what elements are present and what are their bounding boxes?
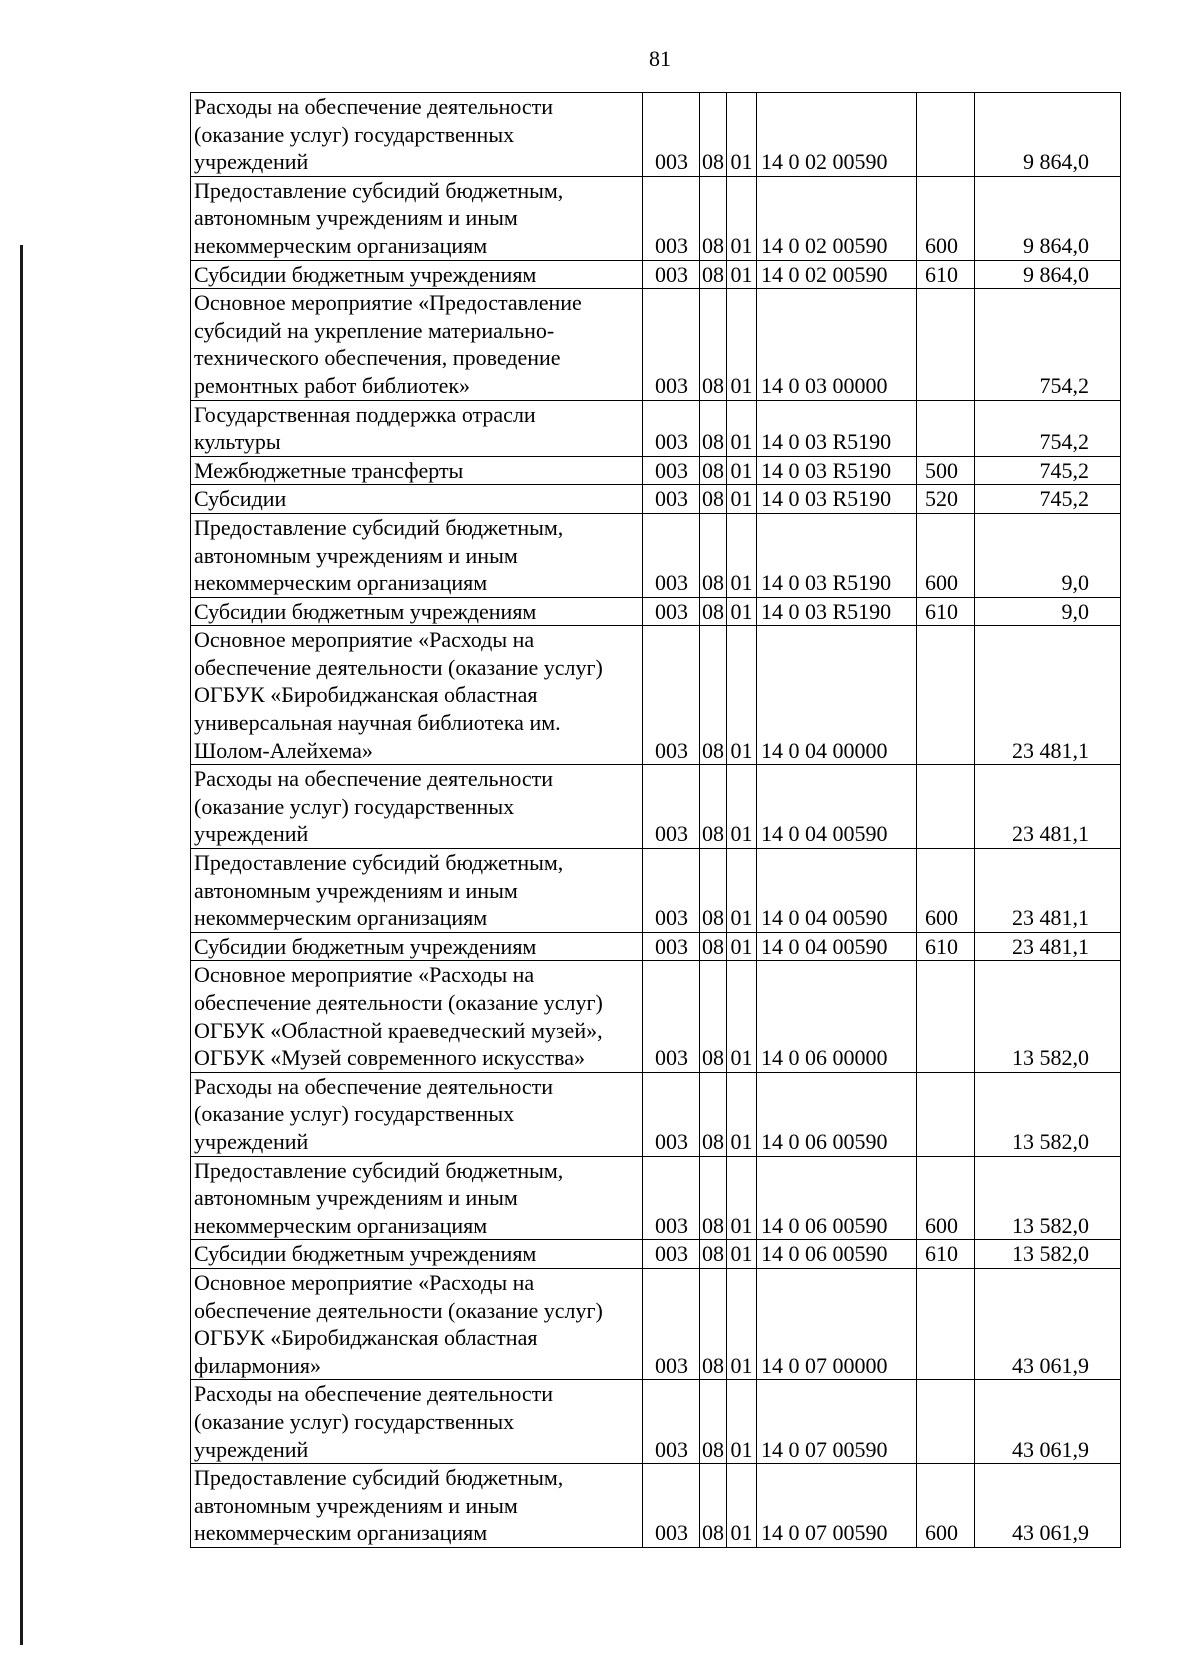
item-name-line: учреждений <box>194 821 309 847</box>
section-code-cell: 08 <box>700 597 727 626</box>
item-name-cell <box>191 932 643 961</box>
item-name-cell <box>191 456 643 485</box>
item-name-line: филармония» <box>194 1352 322 1378</box>
item-name-line: субсидий на укрепление материально- <box>194 317 555 343</box>
dept-code-cell: 003 <box>643 260 700 289</box>
item-name-line: (оказание услуг) государственных <box>194 793 515 819</box>
table-row <box>191 400 1121 456</box>
item-name-line: Предоставление субсидий бюджетным, <box>194 1157 564 1183</box>
amount-cell: 745,2 <box>975 485 1121 514</box>
item-name-cell <box>191 765 643 849</box>
item-name-line: Межбюджетные трансферты <box>194 457 464 483</box>
item-name-line: Основное мероприятие «Расходы на <box>194 962 535 988</box>
expense-type-cell: 610 <box>917 932 975 961</box>
subsection-code-cell: 01 <box>727 1464 757 1548</box>
dept-code-cell: 003 <box>643 456 700 485</box>
dept-code-cell: 003 <box>643 1072 700 1156</box>
expense-type-cell: 610 <box>917 260 975 289</box>
section-code-cell: 08 <box>700 961 727 1072</box>
expense-type-cell: 520 <box>917 485 975 514</box>
table-row <box>191 1268 1121 1379</box>
item-name-cell <box>191 1268 643 1379</box>
expense-type-cell <box>917 626 975 765</box>
table-row <box>191 597 1121 626</box>
table-row <box>191 456 1121 485</box>
item-name-line: ремонтных работ библиотек» <box>194 372 471 398</box>
target-article-cell: 14 0 07 00000 <box>757 1268 917 1379</box>
item-name-cell <box>191 289 643 400</box>
target-article-cell: 14 0 04 00590 <box>757 849 917 933</box>
item-name-cell <box>191 1240 643 1269</box>
section-code-cell: 08 <box>700 849 727 933</box>
amount-cell: 43 061,9 <box>975 1380 1121 1464</box>
dept-code-cell: 003 <box>643 597 700 626</box>
budget-table-body <box>191 93 1121 1548</box>
section-code-cell: 08 <box>700 485 727 514</box>
expense-type-cell: 600 <box>917 849 975 933</box>
item-name-line: некоммерческим организациям <box>194 905 488 931</box>
table-row <box>191 289 1121 400</box>
target-article-cell: 14 0 04 00000 <box>757 626 917 765</box>
table-row <box>191 260 1121 289</box>
item-name-line: автономным учреждениям и иным <box>194 205 518 231</box>
item-name-line: автономным учреждениям и иным <box>194 542 518 568</box>
subsection-code-cell: 01 <box>727 849 757 933</box>
target-article-cell: 14 0 03 R5190 <box>757 513 917 597</box>
target-article-cell: 14 0 06 00590 <box>757 1156 917 1240</box>
section-code-cell: 08 <box>700 176 727 260</box>
table-row <box>191 176 1121 260</box>
section-code-cell: 08 <box>700 765 727 849</box>
table-row <box>191 932 1121 961</box>
section-code-cell: 08 <box>700 513 727 597</box>
target-article-cell: 14 0 07 00590 <box>757 1464 917 1548</box>
expense-type-cell <box>917 765 975 849</box>
item-name-line: Расходы на обеспечение деятельности <box>194 94 554 119</box>
table-row <box>191 485 1121 514</box>
target-article-cell: 14 0 04 00590 <box>757 932 917 961</box>
table-row <box>191 1240 1121 1269</box>
item-name-cell <box>191 260 643 289</box>
dept-code-cell: 003 <box>643 961 700 1072</box>
expense-type-cell <box>917 1268 975 1379</box>
subsection-code-cell: 01 <box>727 765 757 849</box>
amount-cell: 13 582,0 <box>975 1072 1121 1156</box>
amount-cell: 23 481,1 <box>975 765 1121 849</box>
item-name-line: Расходы на обеспечение деятельности <box>194 766 554 792</box>
item-name-line: ОГБУК «Биробиджанская областная <box>194 682 538 708</box>
dept-code-cell: 003 <box>643 932 700 961</box>
subsection-code-cell: 01 <box>727 176 757 260</box>
expense-type-cell: 610 <box>917 597 975 626</box>
expense-type-cell <box>917 1072 975 1156</box>
dept-code-cell: 003 <box>643 485 700 514</box>
subsection-code-cell: 01 <box>727 961 757 1072</box>
item-name-line: Основное мероприятие «Расходы на <box>194 1269 535 1295</box>
item-name-cell <box>191 93 643 177</box>
target-article-cell: 14 0 02 00590 <box>757 176 917 260</box>
amount-cell: 745,2 <box>975 456 1121 485</box>
item-name-line: автономным учреждениям и иным <box>194 877 518 903</box>
item-name-line: ОГБУК «Биробиджанская областная <box>194 1325 538 1351</box>
item-name-line: Субсидии бюджетным учреждениям <box>194 598 537 624</box>
item-name-line: Основное мероприятие «Предоставление <box>194 290 582 316</box>
target-article-cell: 14 0 04 00590 <box>757 765 917 849</box>
expense-type-cell: 500 <box>917 456 975 485</box>
subsection-code-cell: 01 <box>727 597 757 626</box>
item-name-line: культуры <box>194 429 281 455</box>
target-article-cell: 14 0 03 R5190 <box>757 456 917 485</box>
subsection-code-cell: 01 <box>727 400 757 456</box>
section-code-cell: 08 <box>700 1268 727 1379</box>
item-name-line: Расходы на обеспечение деятельности <box>194 1381 554 1407</box>
table-row <box>191 626 1121 765</box>
expense-type-cell: 600 <box>917 513 975 597</box>
subsection-code-cell: 01 <box>727 1240 757 1269</box>
item-name-line: Субсидии бюджетным учреждениям <box>194 1241 537 1267</box>
item-name-line: учреждений <box>194 1436 309 1462</box>
dept-code-cell: 003 <box>643 176 700 260</box>
amount-cell: 23 481,1 <box>975 932 1121 961</box>
amount-cell: 13 582,0 <box>975 961 1121 1072</box>
item-name-cell <box>191 626 643 765</box>
item-name-line: Предоставление субсидий бюджетным, <box>194 850 564 876</box>
table-row <box>191 961 1121 1072</box>
item-name-line: Предоставление субсидий бюджетным, <box>194 514 564 540</box>
expense-type-cell: 600 <box>917 176 975 260</box>
section-code-cell: 08 <box>700 932 727 961</box>
expense-type-cell <box>917 93 975 177</box>
table-row <box>191 849 1121 933</box>
target-article-cell: 14 0 06 00590 <box>757 1240 917 1269</box>
amount-cell: 9 864,0 <box>975 93 1121 177</box>
amount-cell: 43 061,9 <box>975 1268 1121 1379</box>
item-name-line: Предоставление субсидий бюджетным, <box>194 177 564 203</box>
section-code-cell: 08 <box>700 1240 727 1269</box>
item-name-cell <box>191 849 643 933</box>
target-article-cell: 14 0 07 00590 <box>757 1380 917 1464</box>
item-name-cell <box>191 1072 643 1156</box>
item-name-line: Субсидии бюджетным учреждениям <box>194 261 537 287</box>
amount-cell: 9,0 <box>975 597 1121 626</box>
item-name-cell <box>191 1464 643 1548</box>
item-name-line: технического обеспечения, проведение <box>194 345 561 371</box>
subsection-code-cell: 01 <box>727 513 757 597</box>
table-row <box>191 1464 1121 1548</box>
item-name-line: Субсидии <box>194 486 287 512</box>
dept-code-cell: 003 <box>643 626 700 765</box>
item-name-line: обеспечение деятельности (оказание услуг) <box>194 990 603 1015</box>
subsection-code-cell: 01 <box>727 1072 757 1156</box>
item-name-line: некоммерческим организациям <box>194 232 488 258</box>
item-name-line: обеспечение деятельности (оказание услуг) <box>194 654 603 680</box>
section-code-cell: 08 <box>700 456 727 485</box>
item-name-line: некоммерческим организациям <box>194 1212 488 1238</box>
item-name-cell <box>191 400 643 456</box>
item-name-line: Шолом-Алейхема» <box>194 737 373 763</box>
page-number: 81 <box>649 46 671 71</box>
item-name-cell <box>191 1380 643 1464</box>
dept-code-cell: 003 <box>643 1240 700 1269</box>
item-name-line: (оказание услуг) государственных <box>194 121 515 147</box>
amount-cell: 754,2 <box>975 400 1121 456</box>
dept-code-cell: 003 <box>643 513 700 597</box>
subsection-code-cell: 01 <box>727 1268 757 1379</box>
target-article-cell: 14 0 06 00590 <box>757 1072 917 1156</box>
item-name-cell <box>191 513 643 597</box>
dept-code-cell: 003 <box>643 289 700 400</box>
item-name-line: автономным учреждениям и иным <box>194 1185 518 1211</box>
target-article-cell: 14 0 02 00590 <box>757 93 917 177</box>
item-name-cell <box>191 1156 643 1240</box>
item-name-line: ОГБУК «Музей современного искусства» <box>194 1045 586 1071</box>
item-name-cell <box>191 961 643 1072</box>
item-name-line: универсальная научная библиотека им. <box>194 710 561 736</box>
item-name-cell <box>191 597 643 626</box>
expense-type-cell: 600 <box>917 1156 975 1240</box>
dept-code-cell: 003 <box>643 1156 700 1240</box>
dept-code-cell: 003 <box>643 849 700 933</box>
section-code-cell: 08 <box>700 93 727 177</box>
subsection-code-cell: 01 <box>727 1380 757 1464</box>
scan-edge-line <box>20 245 23 1645</box>
item-name-line: (оказание услуг) государственных <box>194 1101 515 1127</box>
amount-cell: 9 864,0 <box>975 260 1121 289</box>
item-name-line: (оказание услуг) государственных <box>194 1408 515 1434</box>
target-article-cell: 14 0 02 00590 <box>757 260 917 289</box>
table-row <box>191 1072 1121 1156</box>
dept-code-cell: 003 <box>643 1464 700 1548</box>
section-code-cell: 08 <box>700 626 727 765</box>
item-name-line: учреждений <box>194 149 309 175</box>
amount-cell: 43 061,9 <box>975 1464 1121 1548</box>
item-name-line: Расходы на обеспечение деятельности <box>194 1073 554 1099</box>
section-code-cell: 08 <box>700 1464 727 1548</box>
expense-type-cell: 610 <box>917 1240 975 1269</box>
section-code-cell: 08 <box>700 400 727 456</box>
expense-type-cell <box>917 961 975 1072</box>
expense-type-cell <box>917 289 975 400</box>
item-name-line: Основное мероприятие «Расходы на <box>194 627 535 653</box>
expense-type-cell: 600 <box>917 1464 975 1548</box>
section-code-cell: 08 <box>700 1156 727 1240</box>
amount-cell: 23 481,1 <box>975 626 1121 765</box>
dept-code-cell: 003 <box>643 93 700 177</box>
item-name-cell <box>191 485 643 514</box>
amount-cell: 9,0 <box>975 513 1121 597</box>
subsection-code-cell: 01 <box>727 626 757 765</box>
dept-code-cell: 003 <box>643 765 700 849</box>
item-name-line: автономным учреждениям и иным <box>194 1492 518 1518</box>
section-code-cell: 08 <box>700 1072 727 1156</box>
table-row <box>191 1156 1121 1240</box>
amount-cell: 9 864,0 <box>975 176 1121 260</box>
item-name-line: некоммерческим организациям <box>194 570 488 596</box>
subsection-code-cell: 01 <box>727 289 757 400</box>
item-name-cell <box>191 176 643 260</box>
table-row <box>191 1380 1121 1464</box>
target-article-cell: 14 0 03 R5190 <box>757 597 917 626</box>
item-name-line: ОГБУК «Областной краеведческий музей», <box>194 1017 603 1043</box>
subsection-code-cell: 01 <box>727 485 757 514</box>
item-name-line: обеспечение деятельности (оказание услуг) <box>194 1297 603 1323</box>
expense-type-cell <box>917 400 975 456</box>
section-code-cell: 08 <box>700 289 727 400</box>
section-code-cell: 08 <box>700 260 727 289</box>
dept-code-cell: 003 <box>643 400 700 456</box>
amount-cell: 13 582,0 <box>975 1156 1121 1240</box>
item-name-line: Субсидии бюджетным учреждениям <box>194 933 537 959</box>
amount-cell: 13 582,0 <box>975 1240 1121 1269</box>
amount-cell: 754,2 <box>975 289 1121 400</box>
item-name-line: Предоставление субсидий бюджетным, <box>194 1465 564 1491</box>
budget-table <box>190 92 1121 1548</box>
section-code-cell: 08 <box>700 1380 727 1464</box>
amount-cell: 23 481,1 <box>975 849 1121 933</box>
item-name-line: учреждений <box>194 1128 309 1154</box>
target-article-cell: 14 0 06 00000 <box>757 961 917 1072</box>
dept-code-cell: 003 <box>643 1268 700 1379</box>
target-article-cell: 14 0 03 R5190 <box>757 485 917 514</box>
item-name-line: некоммерческим организациям <box>194 1520 488 1546</box>
dept-code-cell: 003 <box>643 1380 700 1464</box>
target-article-cell: 14 0 03 00000 <box>757 289 917 400</box>
item-name-line: Государственная поддержка отрасли <box>194 401 536 427</box>
table-row <box>191 93 1121 177</box>
table-row <box>191 513 1121 597</box>
subsection-code-cell: 01 <box>727 456 757 485</box>
table-row <box>191 765 1121 849</box>
target-article-cell: 14 0 03 R5190 <box>757 400 917 456</box>
subsection-code-cell: 01 <box>727 260 757 289</box>
expense-type-cell <box>917 1380 975 1464</box>
subsection-code-cell: 01 <box>727 932 757 961</box>
subsection-code-cell: 01 <box>727 93 757 177</box>
subsection-code-cell: 01 <box>727 1156 757 1240</box>
